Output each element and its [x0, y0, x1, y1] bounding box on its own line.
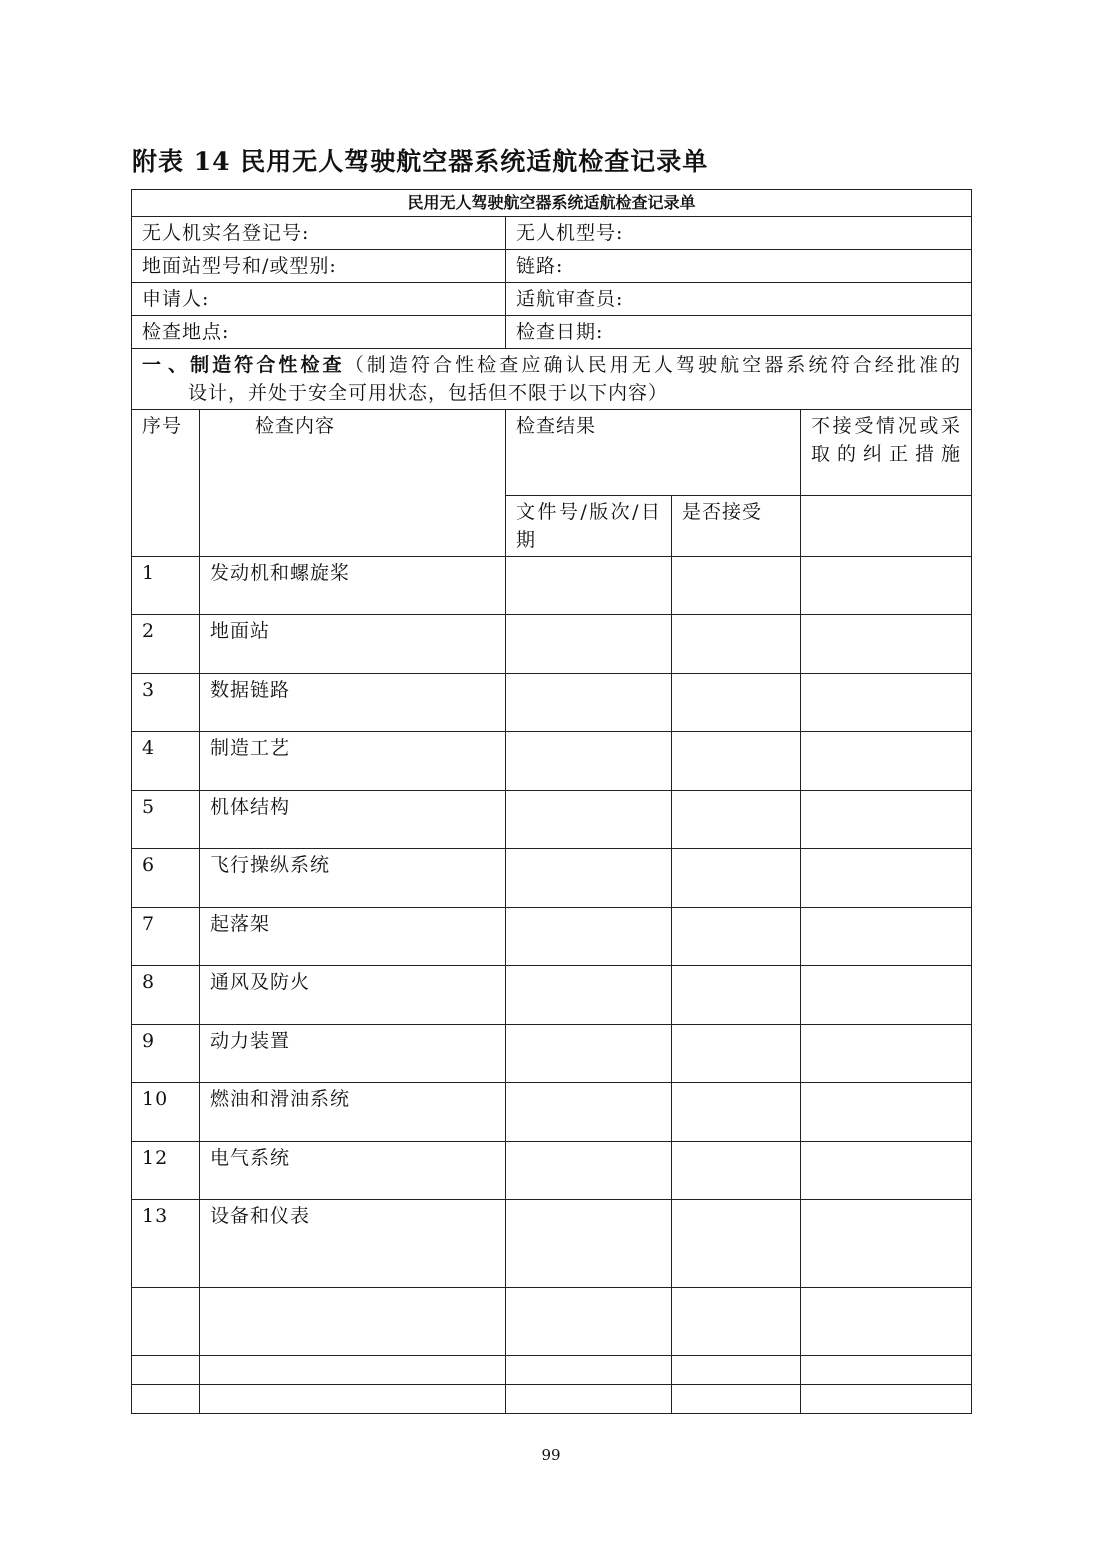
section-heading	[132, 349, 972, 410]
doc-cell[interactable]	[506, 1200, 672, 1288]
action-cell[interactable]	[801, 732, 972, 791]
blank-cell[interactable]	[801, 1288, 972, 1356]
blank-cell[interactable]	[506, 1385, 672, 1414]
page-number: 99	[541, 1446, 561, 1464]
table-row	[132, 615, 972, 674]
field-registration-number[interactable]: 无人机实名登记号:	[132, 217, 506, 250]
table-row	[132, 557, 972, 615]
item-content: 设备和仪表	[200, 1200, 506, 1288]
item-number: 4	[132, 732, 200, 791]
action-cell[interactable]	[801, 966, 972, 1025]
item-number: 13	[132, 1200, 200, 1288]
blank-cell[interactable]	[132, 1356, 200, 1385]
item-number: 7	[132, 908, 200, 966]
section-prefix: 一、	[142, 354, 188, 376]
inspection-record-form	[131, 189, 972, 1414]
section-description-line1: （制造符合性检查应确认民用无人驾驶航空器系统符合经批准的	[344, 354, 962, 376]
accept-cell[interactable]	[672, 849, 801, 908]
doc-cell[interactable]	[506, 732, 672, 791]
item-content: 电气系统	[200, 1142, 506, 1200]
field-location[interactable]: 检查地点:	[132, 316, 506, 349]
doc-cell[interactable]	[506, 1142, 672, 1200]
table-row	[132, 908, 972, 966]
item-number: 2	[132, 615, 200, 674]
action-cell[interactable]	[801, 1025, 972, 1083]
action-cell[interactable]	[801, 849, 972, 908]
blank-cell[interactable]	[672, 1356, 801, 1385]
item-number: 5	[132, 791, 200, 849]
blank-cell[interactable]	[506, 1288, 672, 1356]
item-content: 发动机和螺旋桨	[200, 557, 506, 615]
doc-cell[interactable]	[506, 849, 672, 908]
doc-cell[interactable]	[506, 557, 672, 615]
accept-cell[interactable]	[672, 732, 801, 791]
form-title: 民用无人驾驶航空器系统适航检查记录单	[132, 190, 972, 217]
blank-row	[132, 1288, 972, 1356]
action-cell[interactable]	[801, 674, 972, 732]
table-row	[132, 1025, 972, 1083]
table-row	[132, 1083, 972, 1142]
field-date[interactable]: 检查日期:	[506, 316, 972, 349]
field-ground-station-model[interactable]: 地面站型号和/或型别:	[132, 250, 506, 283]
blank-cell[interactable]	[132, 1288, 200, 1356]
item-number: 6	[132, 849, 200, 908]
blank-row	[132, 1356, 972, 1385]
accept-cell[interactable]	[672, 557, 801, 615]
accept-cell[interactable]	[672, 615, 801, 674]
item-number: 1	[132, 557, 200, 615]
action-subheader-cell	[801, 496, 972, 557]
accept-cell[interactable]	[672, 674, 801, 732]
table-row	[132, 674, 972, 732]
accept-cell[interactable]	[672, 1142, 801, 1200]
blank-cell[interactable]	[132, 1385, 200, 1414]
item-number: 8	[132, 966, 200, 1025]
accept-cell[interactable]	[672, 966, 801, 1025]
item-content: 地面站	[200, 615, 506, 674]
accept-cell[interactable]	[672, 1200, 801, 1288]
field-link[interactable]: 链路:	[506, 250, 972, 283]
field-reviewer[interactable]: 适航审查员:	[506, 283, 972, 316]
blank-row	[132, 1385, 972, 1414]
item-content: 起落架	[200, 908, 506, 966]
accept-cell[interactable]	[672, 791, 801, 849]
column-header-action: 不接受情况或采取的纠正措施	[801, 410, 972, 496]
action-cell[interactable]	[801, 1200, 972, 1288]
action-cell[interactable]	[801, 615, 972, 674]
column-header-doc: 文件号/版次/日期	[506, 496, 672, 557]
doc-cell[interactable]	[506, 791, 672, 849]
item-content: 数据链路	[200, 674, 506, 732]
action-cell[interactable]	[801, 557, 972, 615]
doc-cell[interactable]	[506, 908, 672, 966]
column-header-result: 检查结果	[506, 410, 801, 496]
blank-cell[interactable]	[801, 1356, 972, 1385]
table-row	[132, 1200, 972, 1288]
action-cell[interactable]	[801, 791, 972, 849]
blank-cell[interactable]	[200, 1288, 506, 1356]
item-number: 9	[132, 1025, 200, 1083]
accept-cell[interactable]	[672, 1025, 801, 1083]
blank-cell[interactable]	[672, 1385, 801, 1414]
item-content: 飞行操纵系统	[200, 849, 506, 908]
doc-cell[interactable]	[506, 674, 672, 732]
item-number: 10	[132, 1083, 200, 1142]
blank-cell[interactable]	[200, 1385, 506, 1414]
action-cell[interactable]	[801, 908, 972, 966]
table-row	[132, 849, 972, 908]
table-row	[132, 1142, 972, 1200]
section-title: 制造符合性检查	[188, 354, 345, 376]
action-cell[interactable]	[801, 1083, 972, 1142]
table-row	[132, 966, 972, 1025]
blank-cell[interactable]	[672, 1288, 801, 1356]
column-header-no: 序号	[132, 410, 200, 557]
accept-cell[interactable]	[672, 1083, 801, 1142]
item-number: 12	[132, 1142, 200, 1200]
blank-cell[interactable]	[506, 1356, 672, 1385]
item-content: 动力装置	[200, 1025, 506, 1083]
field-applicant[interactable]: 申请人:	[132, 283, 506, 316]
item-content: 燃油和滑油系统	[200, 1083, 506, 1142]
doc-cell[interactable]	[506, 615, 672, 674]
item-number: 3	[132, 674, 200, 732]
action-cell[interactable]	[801, 1142, 972, 1200]
accept-cell[interactable]	[672, 908, 801, 966]
table-row	[132, 791, 972, 849]
table-row	[132, 732, 972, 791]
item-content: 机体结构	[200, 791, 506, 849]
doc-cell[interactable]	[506, 966, 672, 1025]
blank-cell[interactable]	[801, 1385, 972, 1414]
doc-cell[interactable]	[506, 1083, 672, 1142]
field-uav-model[interactable]: 无人机型号:	[506, 217, 972, 250]
section-description-line2: 设计，并处于安全可用状态，包括但不限于以下内容）	[188, 382, 669, 404]
doc-cell[interactable]	[506, 1025, 672, 1083]
page-title: 附表 14 民用无人驾驶航空器系统适航检查记录单	[132, 147, 709, 176]
item-content: 通风及防火	[200, 966, 506, 1025]
blank-cell[interactable]	[200, 1356, 506, 1385]
item-content: 制造工艺	[200, 732, 506, 791]
column-header-accept: 是否接受	[672, 496, 801, 557]
column-header-content: 检查内容	[200, 410, 506, 557]
